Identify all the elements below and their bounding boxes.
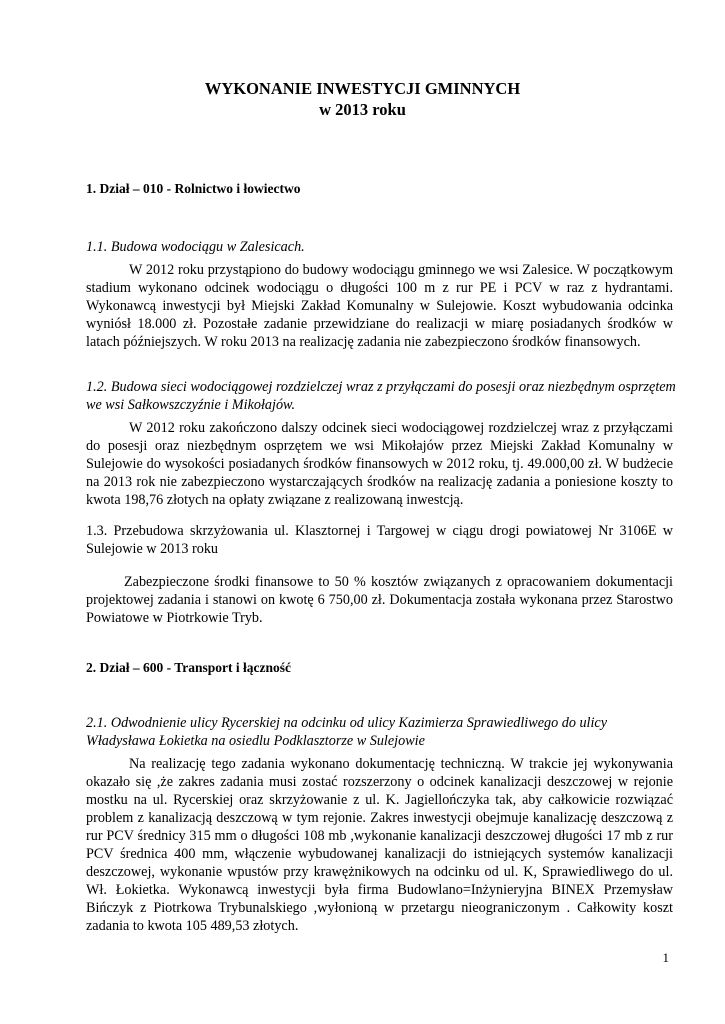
section1-3-title: 1.3. Przebudowa skrzyżowania ul. Klasztornej i Targowej w ciągu drogi powiatowej Nr 3106E w Sulejowie w 2013 roku [86, 523, 673, 557]
section1-heading: 1. Dział – 010 - Rolnictwo i łowiectwo [86, 181, 301, 196]
section1-2-body: W 2012 roku zakończono dalszy odcinek sieci wodociągowej rozdzielczej wraz z przyłączami do posesji oraz niezbędnym osprzętem we wsi Mikołajów przez Miejski Zakład Komunalny w Sulejowie do wysokości posiadanych środków finansowych w 2012 roku, tj. 49.000,00 zł. W budżecie na 2013 rok nie zabezpieczono wystarczających środków na realizację zadania a poniesione koszty to kwota 198,76 złotych na opłaty związane z realizowaną inwestcją. [86, 420, 673, 508]
doc-title-line1: WYKONANIE INWESTYCJI GMINNYCH [204, 79, 521, 98]
section2-1-body: Na realizację tego zadania wykonano dokumentację techniczną. W trakcie jej wykonywania okazało się ,że zakres zadania musi zostać rozszerzony o odcinek kanalizacji deszczowej w rejonie mostku na ul. Rycerskiej oraz skrzyżowanie z ul. K. Jagiellończyka tak, aby całkowicie rozwiązać problem z kanalizacją deszczową w tym rejonie. Zakres inwestycji obejmuje kanalizację deszczową z rur PCV średnicy 315 mm o długości 108 mb ,wykonanie kanalizacji deszczowej długości 17 mb z rur PCV średnica 400 mm, włączenie wybudowanej kanalizacji do istniejących systemów kanalizacji deszczowej, wykonanie wpustów przy krawężnikowych na odcinku od ul. K, Sprawiedliwego do ul. Wł. Łokietka. Wykonawcą inwestycji była firma Budowlano=Inżynieryjna BINEX Przemysław Bińczyk z Piotrkowa Trybunalskiego ,wyłonioną w przetargu nieograniczonym . Całkowity koszt zadania to kwota 105 489,53 złotych. [86, 756, 673, 934]
section1-1-title: 1.1. Budowa wodociągu w Zalesicach. [86, 239, 305, 255]
doc-title-line2: w 2013 roku [319, 100, 406, 119]
section2-1-title: 2.1. Odwodnienie ulicy Rycerskiej na odcinku od ulicy Kazimierza Sprawiedliwego do ulicy Władysława Łokietka na osiedlu Podklasztorze w Sulejowie [86, 715, 608, 749]
section1-3-body: Zabezpieczone środki finansowe to 50 % kosztów związanych z opracowaniem dokumentacji projektowej zadania i stanowi on kwotę 6 750,00 zł. Dokumentacja została wykonana przez Starostwo Powiatowe w Piotrkowie Tryb. [86, 574, 673, 626]
page-number: 1 [662, 950, 669, 965]
section2-heading: 2. Dział – 600 - Transport i łączność [86, 660, 291, 675]
section1-1-body: W 2012 roku przystąpiono do budowy wodociągu gminnego we wsi Zalesice. W początkowym stadium wykonano odcinek wodociągu o długości 100 m z rur PE i PCV w raz z hydrantami. Wykonawcą inwestycji był Miejski Zakład Komunalny w Sulejowie. Koszt wybudowania odcinka wyniósł 18.000 zł. Pozostałe zadanie przewidziane do realizacji w miarę posiadanych środków w latach późniejszych. W roku 2013 na realizację zadania nie zabezpieczono środków finansowych. [86, 262, 673, 350]
section1-2-title: 1.2. Budowa sieci wodociągowej rozdzielczej wraz z przyłączami do posesji oraz niezbędnym osprzętem we wsi Sałkowszczyźnie i Mikołajów. [86, 379, 676, 413]
